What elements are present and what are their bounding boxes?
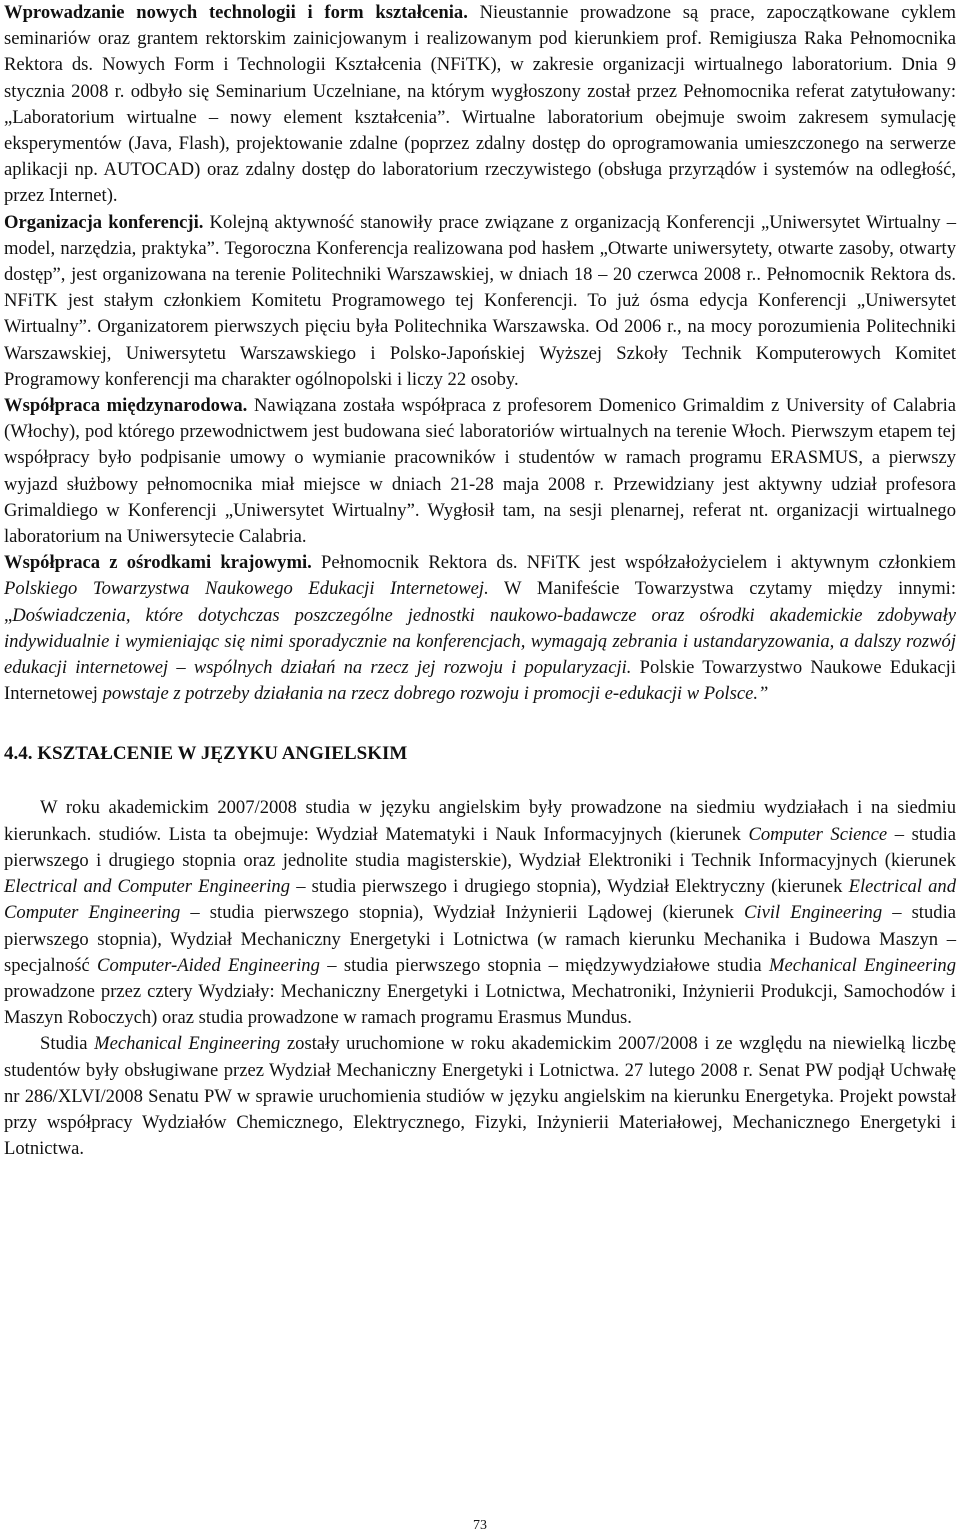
paragraph-text: Kolejną aktywność stanowiły prace związane z organizacją Konferencji „Uniwersytet Wirtualny – model, narzędzia, praktyka”. Tegoroczna Konferencja realizowana pod hasłem „Otwarte uniwersytety, otwarte zasoby, otwarty dostęp”, jest organizowana na terenie Politechniki Warszawskiej, w dniach 18 – 20 czerwca 2008 r.. Pełnomocnik Rektora ds. NFiTK jest stałym członkiem Komitetu Programowego tej Konferencji. To już ósma edycja Konferencji „Uniwersytet Wirtualny”. Organizatorem pierwszych pięciu była Politechnika Warszawska. Od 2006 r., na mocy porozumienia Politechniki Warszawskiej, Uniwersytetu Warszawskiego i Polsko-Japońskiej Wyższej Szkoły Technik Komputerowych Komitet Programowy konferencji ma charakter ogólnopolski i liczy 22 osoby. xyxy=(4,211,957,390)
paragraph-text: Nieustannie prowadzone są prace, zapoczątkowane cyklem seminariów oraz grantem rektorskim zainicjowanym i realizowanym pod kierunkiem prof. Remigiusza Raka Pełnomocnika Rektora ds. Nowych Form i Technologii Kształcenia (NFiTK), w zakresie organizacji wirtualnego laboratorium. Dnia 9 stycznia 2008 r. odbyło się Seminarium Uczelniane, na którym wygłoszony został przez Pełnomocnika referat zatytułowany: „Laboratorium wirtualne – nowy element kształcenia”. Wirtualne laboratorium obejmuje swoim zakresem symulację eksperymentów (Java, Flash), projektowanie zdalne (poprzez zdalny dostęp do oprogramowania umieszczonego na serwerze aplikacji np. AUTOCAD) oraz zdalny dostęp do laboratorium rzeczywistego (obsługa przyrządów i systemów na odległość, przez Internet). xyxy=(4,2,957,207)
paragraph-italic-text: Civil Engineering xyxy=(744,902,883,924)
paragraph-text: Nawiązana została współpraca z profesorem Domenico Grimaldim z University of Calabria (Włochy), pod którego przewodnictwem jest budowana sieć laboratoriów wirtualnych na terenie Włoch. Pierwszym etapem tej współpracy było podpisanie umowy o wymianie pracowników i studentów w ramach programu ERASMUS, a pierwszy wyjazd służbowy pełnomocnika miał miejsce w dniach 21-28 maja 2008 r. Przewidziany jest aktywny udział profesora Grimaldiego w Konferencji „Uniwersytet Wirtualny”. Wygłosił tam, na sesji plenarnej, referat nt. organizacji wirtualnego laboratorium na Uniwersytecie Calabria. xyxy=(4,395,956,548)
paragraph-heading: Współpraca z ośrodkami krajowymi. xyxy=(4,552,312,574)
paragraph-text: zostały uruchomione w roku akademickim 2007/2008 i ze względu na niewielką liczbę studentów były obsługiwane przez Wydział Mechaniczny Energetyki i Lotnictwa. 27 lutego 2008 r. Senat PW podjął Uchwałę nr 286/XLVI/2008 Senatu PW w sprawie uruchomienia studiów w języku angielskim na kierunku Energetyka. Projekt powstał przy współpracy Wydziałów Chemicznego, Elektrycznego, Fizyki, Inżynierii Materiałowej, Mechanicznego Energetyki i Lotnictwa. xyxy=(4,1033,956,1160)
paragraph-italic-text: Mechanical Engineering xyxy=(768,954,956,976)
paragraph-italic-text: Computer-Aided Engineering xyxy=(97,954,320,976)
paragraph-italic-text: Polskiego Towarzystwa Naukowego Edukacji Internetowej. xyxy=(4,578,489,600)
paragraph-text: W roku akademickim 2007/2008 studia w języku angielskim były prowadzone na siedmiu wydziałach i na siedmiu kierunkach. studiów. Lista ta obejmuje: Wydział Matematyki i Nauk Informacyjnych (kierunek xyxy=(4,797,956,845)
paragraph-heading: Organizacja konferencji. xyxy=(4,211,204,233)
page-number: 73 xyxy=(473,1518,487,1533)
paragraph-text: – studia pierwszego i drugiego stopnia), Wydział Elektryczny (kierunek xyxy=(290,876,849,898)
section-title: 4.4. KSZTAŁCENIE W JĘZYKU ANGIELSKIM xyxy=(4,743,408,765)
paragraph-text: W Manifeście Towarzystwa czytamy między innymi: „ xyxy=(4,578,956,626)
paragraph-text: Polskie Towarzystwo Naukowe Edukacji Internetowej xyxy=(4,657,956,705)
paragraph-text: – studia pierwszego stopnia), Wydział Inżynierii Lądowej (kierunek xyxy=(180,902,744,924)
document-page xyxy=(4,0,956,1162)
paragraph-text: – studia pierwszego stopnia), Wydział Mechaniczny Energetyki i Lotnictwa (w ramach kierunku Mechanika i Budowa Maszyn – specjalność xyxy=(4,902,956,976)
paragraph-text: – studia pierwszego stopnia – międzywydziałowe studia xyxy=(319,954,769,976)
paragraph-italic-text: Computer Science xyxy=(748,823,888,845)
paragraph-italic-text: Electrical and Computer Engineering xyxy=(4,876,956,924)
paragraph-italic-text: Mechanical Engineering xyxy=(94,1033,281,1055)
paragraph-national xyxy=(4,550,956,707)
paragraph-italic-text: Doświadczenia, które dotychczas poszczególne jednostki naukowo-badawcze oraz ośrodki akademickie zdobywały indywidualnie i wymieniając się nimi sporadycznie na konferencjach, wymagają zebrania i ustandaryzowania, a dalszy rozwój edukacji internetowej – wspólnych działań na rzecz jej rozwoju i popularyzacji. xyxy=(4,604,956,679)
paragraph-text: Studia xyxy=(40,1033,95,1055)
paragraph-heading: Wprowadzanie nowych technologii i form kształcenia. xyxy=(4,2,468,23)
paragraph-text: Pełnomocnik Rektora ds. NFiTK jest współzałożycielem i aktywnym członkiem xyxy=(311,552,956,574)
paragraph-text: – studia pierwszego i drugiego stopnia oraz jednolite studia magisterskie), Wydział Elektroniki i Technik Informacyjnych (kierunek xyxy=(4,823,956,871)
paragraph-mechanical-engineering xyxy=(4,1031,956,1162)
paragraph-italic-text: powstaje z potrzeby działania na rzecz dobrego rozwoju i promocji e-edukacji w Polsce.” xyxy=(102,683,769,705)
paragraph-text: prowadzone przez cztery Wydziały: Mechaniczny Energetyki i Lotnictwa, Mechatroniki, Inżynierii Produkcji, Samochodów i Maszyn Roboczych) oraz studia prowadzone w ramach programu Erasmus Mundus. xyxy=(4,980,956,1029)
paragraph-conference xyxy=(4,210,956,393)
paragraph-english-programs xyxy=(4,795,956,1031)
paragraph-international xyxy=(4,393,956,550)
paragraph-heading: Współpraca międzynarodowa. xyxy=(4,395,248,417)
paragraph-new-technologies xyxy=(4,0,956,210)
paragraph-italic-text: Electrical and Computer Engineering xyxy=(4,876,291,898)
